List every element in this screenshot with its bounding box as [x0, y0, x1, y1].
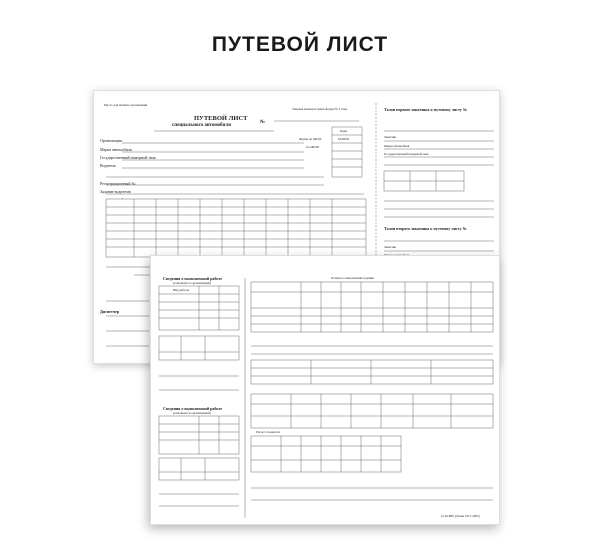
coupon1-customer: Заказчик [384, 135, 396, 139]
footer-code: (3 АСФН, (бланк 1017-2005) [441, 514, 480, 518]
driver-label: Водитель [100, 163, 117, 168]
coupon1-title: Талон первого заказчика к путевому листу № [384, 107, 467, 112]
org-label: Организация [100, 138, 123, 143]
okpo-label: по ОКПО [306, 145, 320, 149]
work-type-header: Вид работы [173, 288, 189, 292]
trailer-label: Регистрационный № [100, 181, 136, 186]
coupon2-customer: Заказчик [384, 245, 396, 249]
plate-label: Государственный номерной знак [100, 155, 156, 160]
number-sign: № [260, 120, 266, 125]
coupon2-title: Талон второго заказчика к путевому листу № [384, 226, 467, 231]
form-grid-front [151, 256, 499, 524]
dispatcher-label: Диспетчер [100, 309, 120, 314]
okud-label: Форма по ОКУД [299, 137, 322, 141]
okud-value: 0345002 [338, 137, 350, 141]
coupon1-brand: Марка автомобиля [384, 144, 410, 148]
codes-header: Коды [340, 129, 348, 133]
form-note: Типовая межотраслевая форма № 3 спец. [292, 107, 348, 111]
works-title-2: Сведения о выполненной работе [163, 406, 222, 411]
works-subtitle: (заполняется организацией) [173, 281, 211, 285]
page-heading: ПУТЕВОЙ ЛИСТ [211, 33, 389, 56]
back-form-title: ПУТЕВОЙ ЛИСТ [194, 115, 248, 122]
works-subtitle-2: (заполняется организацией) [173, 411, 211, 415]
task-exec-header: Отметка о выполнении задания [331, 276, 374, 280]
back-form-subtitle: специального автомобиля [172, 123, 231, 128]
car-label: Марка автомобиля [100, 147, 132, 152]
coupon1-plate: Государственный номерной знак [384, 152, 429, 156]
works-title: Сведения о выполненной работе [163, 276, 222, 281]
waybill-form-front [150, 255, 500, 525]
calc-header: Расчет стоимости [256, 430, 281, 434]
task-label: Задание водителю [100, 189, 132, 194]
stamp-placeholder: Место для штампа организации [104, 103, 148, 107]
